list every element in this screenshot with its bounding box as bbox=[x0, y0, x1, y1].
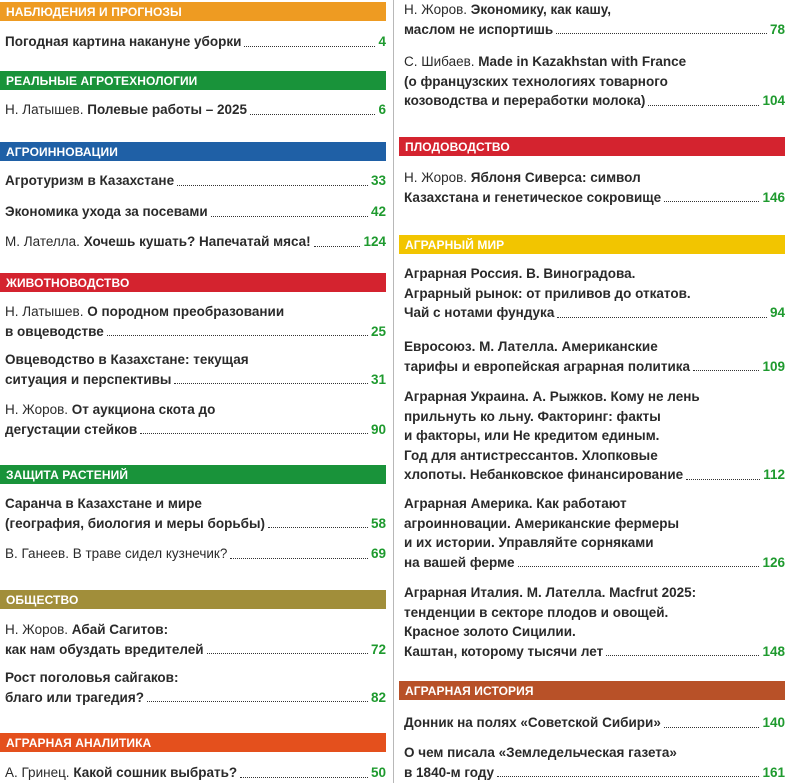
entry-line bbox=[5, 514, 386, 534]
entry-line bbox=[404, 407, 785, 427]
toc-entry[interactable] bbox=[5, 171, 386, 191]
entry-line bbox=[404, 553, 785, 573]
dot-leader bbox=[664, 727, 760, 728]
entry-line bbox=[404, 91, 785, 111]
toc-entry[interactable] bbox=[5, 400, 386, 439]
entry-title: дегустации стейков bbox=[5, 421, 138, 437]
toc-entry[interactable] bbox=[404, 713, 785, 733]
page-number: 42 bbox=[370, 204, 386, 219]
entry-title: Каштан, которому тысячи лет bbox=[404, 643, 604, 659]
dot-leader bbox=[556, 33, 767, 34]
entry-author: Н. Жоров. bbox=[5, 622, 69, 637]
dot-leader bbox=[686, 479, 760, 480]
dot-leader bbox=[174, 383, 368, 384]
section-header: ПЛОДОВОДСТВО bbox=[399, 137, 785, 156]
entry-line bbox=[404, 642, 785, 662]
entry-line bbox=[404, 20, 785, 40]
page-number: 78 bbox=[769, 21, 785, 37]
toc-entry[interactable] bbox=[5, 32, 386, 52]
entry-author: Н. Латышев. bbox=[5, 102, 84, 117]
toc-entry[interactable] bbox=[5, 620, 386, 659]
entry-title: в 1840-м году bbox=[404, 764, 495, 780]
toc-entry[interactable] bbox=[5, 494, 386, 533]
entry-title: Рост поголовья сайгаков: bbox=[5, 670, 179, 685]
column-divider bbox=[393, 0, 394, 783]
toc-entry[interactable] bbox=[404, 264, 785, 323]
dot-leader bbox=[177, 185, 368, 186]
section-header: АГРАРНАЯ АНАЛИТИКА bbox=[0, 733, 386, 752]
page-number: 94 bbox=[769, 305, 785, 320]
section-header: ЗАЩИТА РАСТЕНИЙ bbox=[0, 465, 386, 484]
entry-line bbox=[404, 0, 785, 20]
entry-line bbox=[5, 688, 386, 708]
entry-line bbox=[404, 743, 785, 763]
page-number: 58 bbox=[370, 515, 386, 531]
dot-leader bbox=[518, 566, 760, 567]
toc-entry[interactable] bbox=[5, 668, 386, 707]
entry-title: тарифы и европейская аграрная политика bbox=[404, 358, 691, 374]
entry-line bbox=[404, 426, 785, 446]
entry-title: в овцеводстве bbox=[5, 323, 104, 339]
entry-line bbox=[5, 420, 386, 440]
entry-line bbox=[404, 387, 785, 407]
entry-title: Погодная картина накануне уборки bbox=[5, 34, 242, 49]
toc-entry[interactable] bbox=[5, 302, 386, 341]
entry-title: Казахстана и генетическое сокровище bbox=[404, 189, 662, 205]
entry-title: Аграрный рынок: от приливов до откатов. bbox=[404, 285, 691, 301]
entry-line bbox=[5, 400, 386, 420]
dot-leader bbox=[211, 216, 368, 217]
page-number: 140 bbox=[762, 715, 785, 730]
dot-leader bbox=[140, 433, 368, 434]
dot-leader bbox=[557, 317, 767, 318]
section-header: АГРОИННОВАЦИИ bbox=[0, 142, 386, 161]
entry-title: От аукциона скота до bbox=[71, 402, 216, 417]
toc-entry[interactable] bbox=[404, 52, 785, 111]
entry-title: Аграрная Италия. М. Лателла. Macfrut 2025: bbox=[404, 585, 697, 600]
entry-title: Овцеводство в Казахстане: текущая bbox=[5, 352, 249, 367]
entry-title: Яблоня Сиверса: символ bbox=[470, 170, 641, 185]
toc-entry[interactable] bbox=[404, 494, 785, 572]
entry-title: ситуация и перспективы bbox=[5, 371, 172, 387]
toc-entry[interactable] bbox=[5, 232, 386, 252]
dot-leader bbox=[648, 105, 759, 106]
section-header: ОБЩЕСТВО bbox=[0, 590, 386, 609]
entry-line bbox=[404, 763, 785, 783]
toc-entry[interactable] bbox=[5, 350, 386, 389]
page-number: 104 bbox=[762, 93, 785, 108]
dot-leader bbox=[314, 246, 361, 247]
entry-title: (география, биология и меры борьбы) bbox=[5, 515, 266, 531]
entry-line bbox=[404, 514, 785, 534]
page-number: 31 bbox=[370, 371, 386, 387]
toc-entry[interactable] bbox=[5, 100, 386, 120]
entry-line bbox=[5, 544, 386, 564]
entry-line bbox=[5, 620, 386, 640]
dot-leader bbox=[244, 46, 375, 47]
entry-title: Чай с нотами фундука bbox=[404, 305, 555, 320]
section-header: РЕАЛЬНЫЕ АГРОТЕХНОЛОГИИ bbox=[0, 71, 386, 90]
entry-author: М. Лателла. bbox=[5, 234, 80, 249]
page-number: 50 bbox=[370, 765, 386, 780]
page-number: 109 bbox=[762, 358, 785, 374]
page-number: 69 bbox=[370, 546, 386, 561]
page-number: 33 bbox=[370, 173, 386, 188]
toc-entry[interactable] bbox=[5, 763, 386, 783]
entry-line bbox=[5, 494, 386, 514]
entry-line bbox=[5, 350, 386, 370]
entry-author: Н. Жоров. bbox=[404, 2, 468, 17]
entry-line bbox=[404, 188, 785, 208]
entry-line bbox=[5, 668, 386, 688]
entry-title: (о французских технологиях товарного bbox=[404, 73, 668, 89]
entry-title: Хочешь кушать? Напечатай мяса! bbox=[83, 234, 311, 249]
entry-line bbox=[404, 622, 785, 642]
section-header: НАБЛЮДЕНИЯ И ПРОГНОЗЫ bbox=[0, 2, 386, 21]
entry-title: маслом не испортишь bbox=[404, 21, 554, 37]
entry-line bbox=[404, 446, 785, 466]
page-number: 90 bbox=[370, 421, 386, 437]
section-header: АГРАРНЫЙ МИР bbox=[399, 235, 785, 254]
page-number: 148 bbox=[762, 643, 785, 659]
page-number: 126 bbox=[762, 554, 785, 570]
dot-leader bbox=[207, 653, 368, 654]
entry-line bbox=[5, 763, 386, 783]
entry-title: Год для антистрессантов. Хлопковые bbox=[404, 447, 658, 463]
entry-line bbox=[404, 264, 785, 284]
entry-title: Саранча в Казахстане и мире bbox=[5, 496, 202, 511]
entry-line bbox=[404, 52, 785, 72]
section-header: ЖИВОТНОВОДСТВО bbox=[0, 273, 386, 292]
page-number: 161 bbox=[762, 764, 785, 780]
page-number: 6 bbox=[378, 102, 386, 117]
dot-leader bbox=[250, 114, 375, 115]
entry-title: агроинновации. Американские фермеры bbox=[404, 515, 680, 531]
entry-title: Экономика ухода за посевами bbox=[5, 204, 208, 219]
entry-line bbox=[404, 494, 785, 514]
entry-line bbox=[5, 322, 386, 342]
entry-title: Какой сошник выбрать? bbox=[73, 765, 238, 780]
entry-title: хлопоты. Небанковское финансирование bbox=[404, 467, 684, 482]
entry-author: С. Шибаев. bbox=[404, 54, 475, 69]
page-number: 112 bbox=[763, 467, 785, 482]
entry-title: Красное золото Сицилии. bbox=[404, 624, 576, 639]
dot-leader bbox=[693, 370, 759, 371]
page-number: 124 bbox=[363, 234, 386, 249]
entry-title: Аграрная Америка. Как работают bbox=[404, 496, 627, 511]
entry-line bbox=[5, 100, 386, 120]
entry-line bbox=[5, 202, 386, 222]
toc-entry[interactable] bbox=[5, 544, 386, 564]
entry-title: и факторы, или Не кредитом единым. bbox=[404, 428, 660, 443]
entry-line bbox=[5, 370, 386, 390]
dot-leader bbox=[230, 558, 368, 559]
entry-line bbox=[404, 357, 785, 377]
entry-title: на вашей ферме bbox=[404, 554, 515, 570]
entry-line bbox=[404, 713, 785, 733]
entry-title: Евросоюз. М. Лателла. Американские bbox=[404, 339, 658, 354]
toc-entry[interactable] bbox=[404, 743, 785, 782]
entry-line bbox=[404, 168, 785, 188]
toc-entry[interactable] bbox=[404, 168, 785, 207]
entry-line bbox=[5, 232, 386, 252]
entry-line bbox=[404, 284, 785, 304]
page-number: 146 bbox=[762, 189, 785, 205]
entry-line bbox=[404, 303, 785, 323]
toc-entry[interactable] bbox=[404, 0, 785, 39]
entry-title: тенденции в секторе плодов и овощей. bbox=[404, 604, 669, 620]
page-number: 25 bbox=[370, 323, 386, 339]
dot-leader bbox=[107, 335, 368, 336]
entry-author: В. Ганеев. bbox=[5, 546, 69, 561]
entry-author: А. Гринец. bbox=[5, 765, 70, 780]
entry-line bbox=[404, 603, 785, 623]
entry-title: Made in Kazakhstan with France bbox=[478, 54, 687, 69]
entry-title: В траве сидел кузнечик? bbox=[72, 546, 228, 561]
entry-line bbox=[5, 640, 386, 660]
dot-leader bbox=[606, 655, 759, 656]
entry-title: Донник на полях «Советской Сибири» bbox=[404, 715, 661, 730]
entry-title: Экономику, как кашу, bbox=[470, 2, 612, 17]
entry-title: Абай Сагитов: bbox=[71, 622, 169, 637]
dot-leader bbox=[268, 527, 368, 528]
entry-title: козоводства и переработки молока) bbox=[404, 93, 646, 108]
entry-title: О чем писала «Земледельческая газета» bbox=[404, 745, 677, 760]
entry-author: Н. Жоров. bbox=[404, 170, 468, 185]
dot-leader bbox=[240, 777, 368, 778]
entry-title: Полевые работы – 2025 bbox=[87, 102, 248, 117]
toc-entry[interactable] bbox=[5, 202, 386, 222]
entry-line bbox=[404, 583, 785, 603]
entry-title: прильнуть ко льну. Факторинг: факты bbox=[404, 408, 661, 424]
entry-line bbox=[404, 72, 785, 92]
entry-title: Аграрная Украина. А. Рыжков. Кому не лень bbox=[404, 389, 700, 404]
toc-entry[interactable] bbox=[404, 387, 785, 485]
entry-line bbox=[5, 32, 386, 52]
toc-entry[interactable] bbox=[404, 583, 785, 661]
entry-title: О породном преобразовании bbox=[87, 304, 285, 319]
entry-author: Н. Латышев. bbox=[5, 304, 84, 319]
page-number: 72 bbox=[370, 641, 386, 657]
dot-leader bbox=[497, 776, 759, 777]
page-number: 4 bbox=[378, 34, 386, 49]
dot-leader bbox=[147, 701, 368, 702]
toc-entry[interactable] bbox=[404, 337, 785, 376]
entry-line bbox=[5, 171, 386, 191]
entry-line bbox=[5, 302, 386, 322]
section-header: АГРАРНАЯ ИСТОРИЯ bbox=[399, 681, 785, 700]
dot-leader bbox=[664, 201, 759, 202]
entry-title: как нам обуздать вредителей bbox=[5, 641, 204, 657]
entry-line bbox=[404, 337, 785, 357]
page-number: 82 bbox=[370, 689, 386, 705]
entry-title: и их истории. Управляйте сорняками bbox=[404, 535, 654, 550]
entry-author: Н. Жоров. bbox=[5, 402, 69, 417]
entry-title: Аграрная Россия. В. Виноградова. bbox=[404, 266, 636, 281]
entry-title: Агротуризм в Казахстане bbox=[5, 173, 175, 188]
entry-title: благо или трагедия? bbox=[5, 689, 144, 705]
entry-line bbox=[404, 533, 785, 553]
entry-line bbox=[404, 465, 785, 485]
